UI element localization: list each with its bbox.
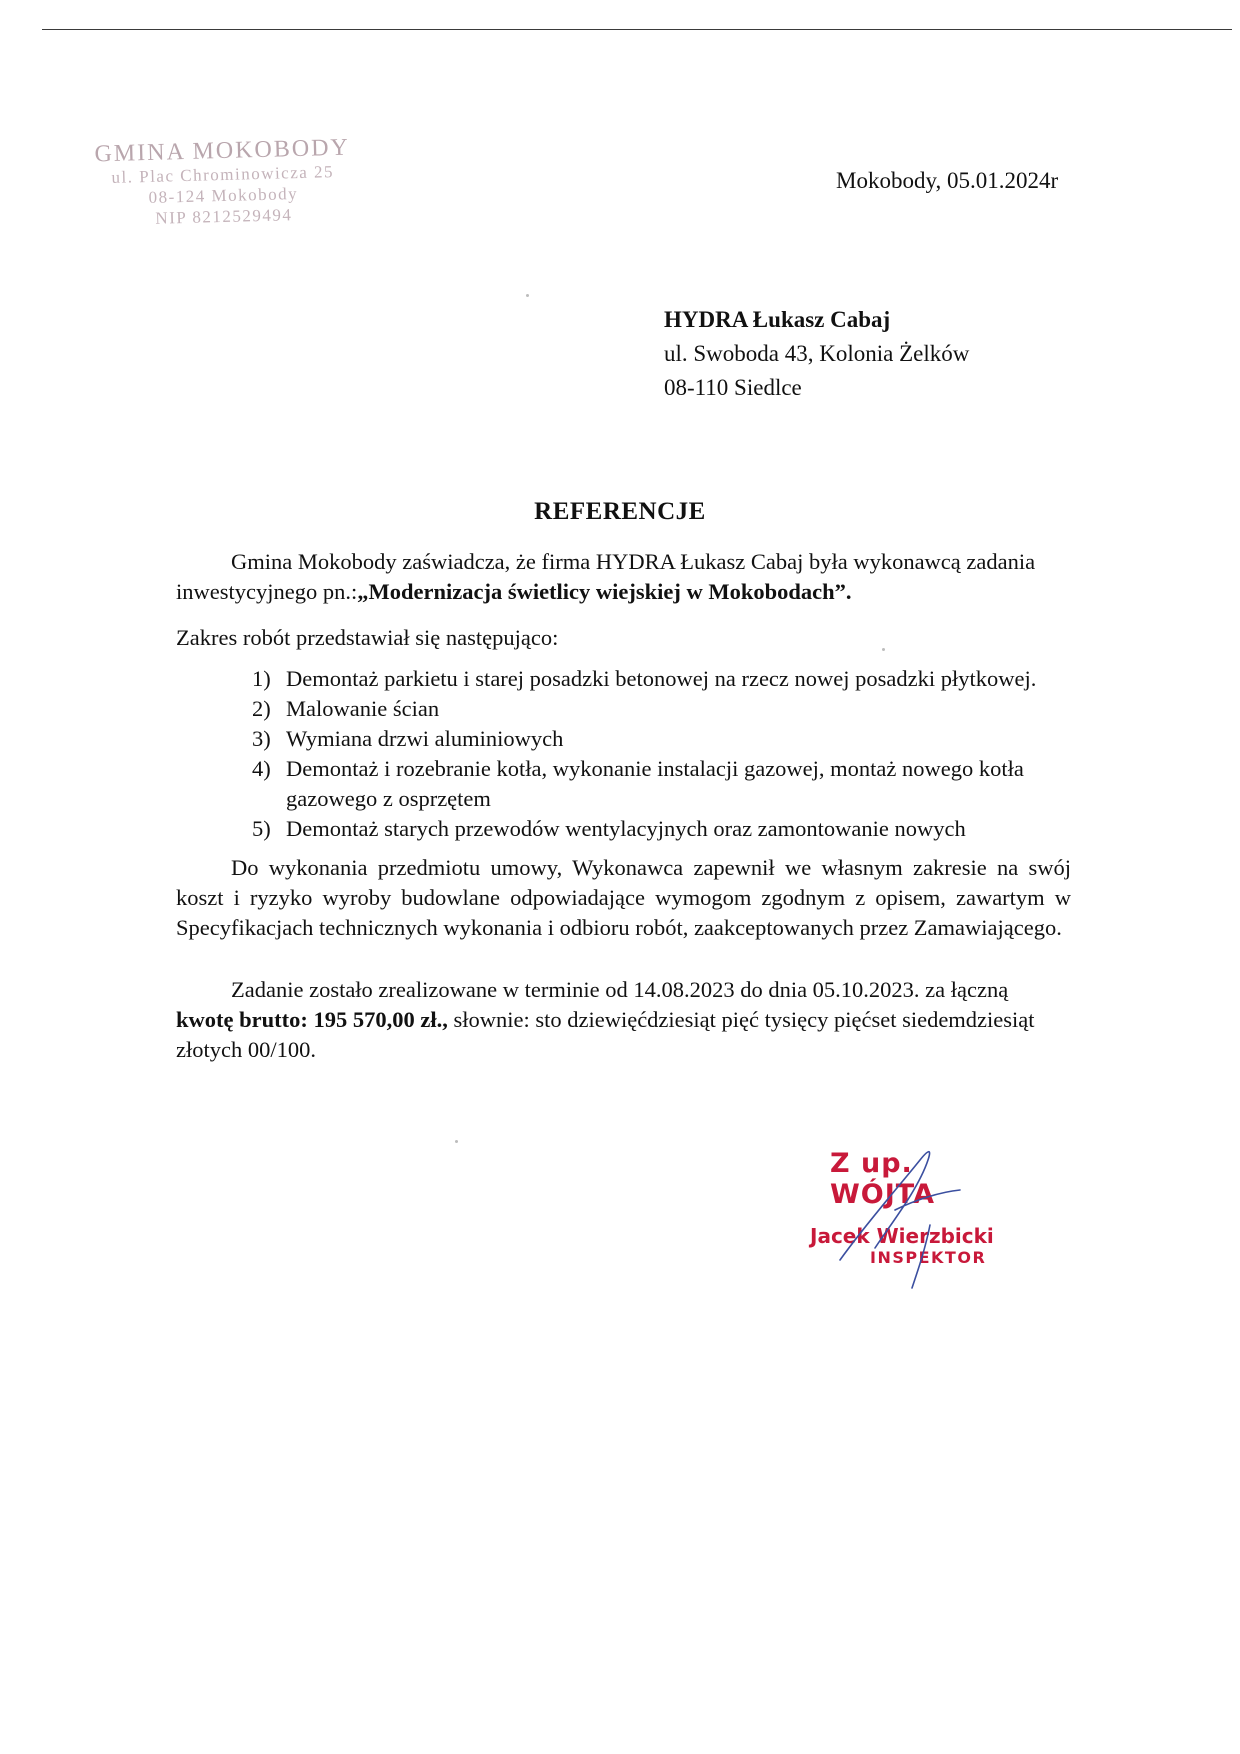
list-item-text: Demontaż parkietu i starej posadzki betonowej na rzecz nowej posadzki płytkowej. [286,666,1037,691]
contract-paragraph: Do wykonania przedmiotu umowy, Wykonawca zapewnił we własnym zakresie na swój koszt i ryzyko wyroby budowlane odpowiadające wymogom zgodnym z opisem, zawartym w Specyfikacjach technicznych wykonania i odbioru robót, zaakceptowanych przez Zamawiającego. [176,855,1071,940]
scan-speck [526,294,529,297]
municipality-header-stamp [77,134,369,231]
list-item [252,664,1072,694]
recipient-address [664,303,969,405]
deadline-text-after: słownie: sto dziewięćdziesiąt pięć tysięcy pięćset siedemdziesiąt złotych 00/100. [176,1007,1035,1062]
list-item-number: 4) [252,756,271,781]
scope-heading: Zakres robót przedstawiał się następująco: [176,625,559,650]
stamp-name: GMINA MOKOBODY [94,134,351,168]
recipient-street: ul. Swoboda 43, Kolonia Żelków [664,341,970,366]
stamp-city: 08-124 Mokobody [148,184,299,207]
stamp-address: ul. Plac Chrominowicza 25 [111,162,335,187]
list-item [252,694,1072,724]
list-item-number: 1) [252,666,271,691]
amount-gross: kwotę brutto: 195 570,00 zł., [176,1007,448,1032]
works-list [252,664,1072,844]
list-item [252,724,1072,754]
date-line: Mokobody, 05.01.2024r [836,168,1059,193]
project-name: „Modernizacja świetlicy wiejskiej w Mokobodach”. [357,579,852,604]
recipient-name: HYDRA Łukasz Cabaj [664,307,891,332]
signature-person: Jacek Wierzbicki [810,1224,994,1248]
signature-title: INSPEKTOR [870,1248,987,1267]
intro-paragraph [176,547,1071,607]
list-item-text: Wymiana drzwi aluminiowych [286,726,564,751]
list-item [252,814,1072,844]
list-item [252,754,1072,814]
handwritten-signature [820,1130,1020,1300]
list-item-number: 2) [252,696,271,721]
intro-text: Gmina Mokobody zaświadcza, że firma HYDRA Łukasz Cabaj była wykonawcą zadania inwestycyjnego pn.: [176,549,1036,604]
scan-speck [455,1140,458,1143]
top-rule [42,29,1232,30]
list-item-text: Malowanie ścian [286,696,440,721]
list-item-text: Demontaż starych przewodów wentylacyjnych oraz zamontowanie nowych [286,816,966,841]
list-item-number: 3) [252,726,271,751]
deadline-text-before: Zadanie zostało zrealizowane w terminie od 14.08.2023 do dnia 05.10.2023. za łączną [231,977,1009,1002]
list-item-text: Demontaż i rozebranie kotła, wykonanie instalacji gazowej, montaż nowego kotła gazowego z osprzętem [286,756,1024,811]
deadline-paragraph [176,975,1071,1065]
list-item-number: 5) [252,816,271,841]
scan-speck [882,648,885,651]
document-title: REFERENCJE [534,498,706,525]
stamp-nip: NIP 8212529494 [155,205,293,228]
recipient-city: 08-110 Siedlce [664,375,802,400]
signature-role: Z up. WÓJTA [830,1148,935,1210]
